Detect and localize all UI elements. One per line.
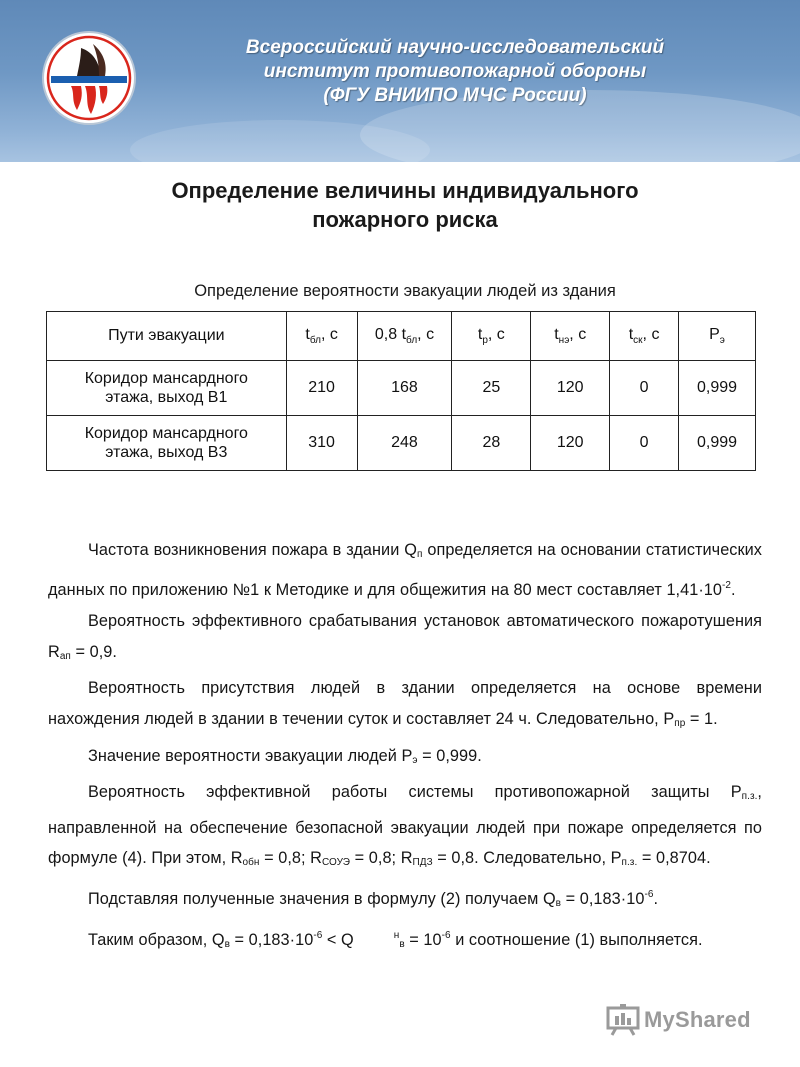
organization-name (150, 36, 760, 108)
presentation-board-icon (606, 1004, 640, 1036)
cell-t-bl-08: 168 (357, 361, 452, 416)
cell-t-p: 25 (452, 361, 531, 416)
table-row (47, 416, 756, 471)
header-t-bl: $t_{бл}$, с (286, 312, 357, 361)
cell-p-e: 0,999 (679, 361, 756, 416)
paragraph-presence: Вероятность присутствия людей в здании определяется на основе времени нахождения людей в здании в течении суток и составляет 24 ч. Следовательно, $Р_{пр} = 1$. (48, 679, 762, 729)
header-p-e: $P_э$ (679, 312, 756, 361)
org-line-1: Всероссийский научно-исследовательский (245, 37, 665, 58)
body-text (48, 535, 762, 960)
myshared-watermark (606, 1003, 751, 1037)
cell-t-bl: 310 (286, 416, 357, 471)
paragraph-fire-frequency: Частота возникновения пожара в здании $Q_п$ определяется на основании статистических данных по приложению №1 к Методике и для общежития на 80 мест составляет $1,41\cdot 10^{-2}$. (48, 541, 762, 599)
vniipo-logo-icon (41, 30, 137, 126)
table-row (47, 361, 756, 416)
header-banner (0, 0, 800, 162)
title-line-1: Определение величины индивидуального (171, 178, 639, 203)
table-caption: Определение вероятности эвакуации людей из здания (194, 282, 616, 300)
table-header-row (47, 312, 756, 361)
cell-t-bl: 210 (286, 361, 357, 416)
cell-p-e: 0,999 (679, 416, 756, 471)
cell-t-ne: 120 (531, 361, 610, 416)
cell-path: Коридор мансардного этажа, выход В1 (47, 361, 287, 416)
header-t-p: $t_р$, с (452, 312, 531, 361)
org-line-2: институт противопожарной обороны (263, 61, 647, 82)
cell-path: Коридор мансардного этажа, выход В3 (47, 416, 287, 471)
org-line-3: (ФГУ ВНИИПО МЧС России) (323, 85, 587, 106)
cell-t-bl-08: 248 (357, 416, 452, 471)
page-title (100, 176, 710, 234)
evacuation-table (46, 311, 756, 471)
cell-t-sk: 0 (610, 361, 679, 416)
paragraph-protection-system: Вероятность эффективной работы системы противопожарной защиты $Р_{п.з.}$, направленной на обеспечение безопасной эвакуации людей при пожаре определяется по формуле (4). При этом, $R_{обн} = 0,8$; $R_{СОУЭ} = 0,8$; $R_{ПДЗ} = 0,8$. Следовательно, $Р_{п.з.} = 0,8704$. (48, 783, 762, 869)
header-t-sk: $t_{ск}$, с (610, 312, 679, 361)
cell-t-p: 28 (452, 416, 531, 471)
title-line-2: пожарного риска (312, 207, 498, 232)
cell-t-sk: 0 (610, 416, 679, 471)
paragraph-extinguishing: Вероятность эффективного срабатывания установок автоматического пожаротушения $R_{ап} = 0,9$. (48, 612, 762, 662)
paragraph-evacuation: Значение вероятности эвакуации людей $Р_э = 0,999$. (88, 746, 482, 766)
header-path: Пути эвакуации (47, 312, 287, 361)
cell-t-ne: 120 (531, 416, 610, 471)
header-t-ne: $t_{нэ}$, с (531, 312, 610, 361)
watermark-text: MyShared (644, 1007, 751, 1032)
paragraph-result: Подставляя полученные значения в формулу (2) получаем $Q_в = 0,183\cdot 10^{-6}$. (88, 888, 659, 909)
header-t-bl-08: 0,8 $t_{бл}$, с (357, 312, 452, 361)
paragraph-conclusion: Таким образом, $Q_в = 0,183\cdot 10^{-6} < Q$ $^н_в = 10^{-6}$ и соотношение (1) выполняется. (88, 929, 703, 950)
